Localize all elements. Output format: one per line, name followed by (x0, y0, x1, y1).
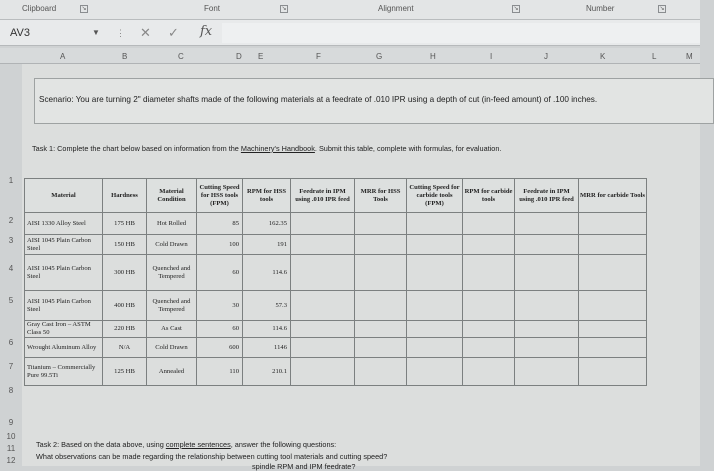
condition-cell[interactable]: Hot Rolled (147, 213, 197, 235)
empty-cell[interactable] (407, 291, 463, 321)
rpm-cell[interactable]: 114.6 (243, 321, 291, 338)
speed-cell[interactable]: 30 (197, 291, 243, 321)
table-row (25, 358, 647, 386)
empty-cell[interactable] (355, 255, 407, 291)
speed-cell[interactable]: 60 (197, 321, 243, 338)
material-cell[interactable]: AISI 1045 Plain Carbon Steel (25, 291, 103, 321)
rpm-cell[interactable]: 57.3 (243, 291, 291, 321)
drag-handle-icon[interactable]: ⋮ (116, 28, 125, 38)
header-material-condition[interactable]: Material Condition (147, 179, 197, 213)
hardness-cell[interactable]: 220 HB (103, 321, 147, 338)
clipboard-group-label: Clipboard (22, 4, 57, 13)
clipboard-launcher-icon[interactable]: ↘ (81, 6, 87, 12)
empty-cell[interactable] (407, 235, 463, 255)
empty-cell[interactable] (515, 321, 579, 338)
worksheet-grid[interactable] (22, 64, 700, 471)
table-row (25, 291, 647, 321)
row-header[interactable]: 11 (6, 444, 16, 453)
machining-data-table (24, 178, 647, 386)
question-2[interactable]: spindle RPM and IPM feedrate? (252, 462, 356, 471)
formula-input[interactable] (222, 23, 700, 43)
empty-cell[interactable] (355, 338, 407, 358)
empty-cell[interactable] (463, 338, 515, 358)
name-box-dropdown-icon[interactable]: ▼ (92, 28, 100, 37)
rpm-cell[interactable]: 114.6 (243, 255, 291, 291)
empty-cell[interactable] (515, 291, 579, 321)
empty-cell[interactable] (355, 213, 407, 235)
empty-cell[interactable] (291, 255, 355, 291)
column-header-bar (0, 48, 700, 64)
scenario-text: Scenario: You are turning 2" diameter shafts made of the following materials at a feedrate of .010 IPR using a depth of cut (in-feed amount) of .100 inches. (39, 95, 598, 104)
column-header[interactable]: G (376, 52, 383, 61)
column-header[interactable]: D (236, 52, 242, 61)
hardness-cell[interactable]: 400 HB (103, 291, 147, 321)
column-header[interactable]: C (178, 52, 184, 61)
hardness-cell[interactable]: 300 HB (103, 255, 147, 291)
task1-text-pre: Task 1: Complete the chart below based on information from the (32, 144, 241, 153)
complete-sentences-link[interactable]: complete sentences (165, 440, 231, 449)
material-cell[interactable]: Titanium – Commercially Pure 99.5Ti (25, 358, 103, 386)
enter-icon[interactable]: ✓ (168, 25, 179, 40)
empty-cell[interactable] (291, 213, 355, 235)
material-cell[interactable]: AISI 1330 Alloy Steel (25, 213, 103, 235)
row-header[interactable]: 9 (8, 418, 14, 427)
header-feedrate-hss[interactable]: Feedrate in IPM using .010 IPR feed (291, 179, 355, 213)
empty-cell[interactable] (463, 255, 515, 291)
speed-cell[interactable]: 110 (197, 358, 243, 386)
header-hardness[interactable]: Hardness (103, 179, 147, 213)
empty-cell[interactable] (407, 321, 463, 338)
font-launcher-icon[interactable]: ↘ (281, 6, 287, 12)
empty-cell[interactable] (291, 358, 355, 386)
row-header[interactable]: 10 (6, 432, 16, 441)
empty-cell[interactable] (579, 213, 647, 235)
column-header[interactable]: A (60, 52, 66, 61)
material-cell[interactable]: AISI 1045 Plain Carbon Steel (25, 255, 103, 291)
empty-cell[interactable] (579, 255, 647, 291)
empty-cell[interactable] (579, 338, 647, 358)
column-header[interactable]: J (544, 52, 548, 61)
number-launcher-icon[interactable]: ↘ (659, 6, 665, 12)
rpm-cell[interactable]: 191 (243, 235, 291, 255)
cancel-icon[interactable]: ✕ (140, 25, 151, 40)
empty-cell[interactable] (515, 358, 579, 386)
empty-cell[interactable] (355, 235, 407, 255)
hardness-cell[interactable]: 125 HB (103, 358, 147, 386)
alignment-group-label: Alignment (378, 4, 414, 13)
column-header[interactable]: E (258, 52, 264, 61)
empty-cell[interactable] (407, 213, 463, 235)
hardness-cell[interactable]: 150 HB (103, 235, 147, 255)
material-cell[interactable]: Gray Cast Iron – ASTM Class 50 (25, 321, 103, 338)
table-row (25, 338, 647, 358)
ribbon-group-bar (0, 0, 700, 20)
column-header[interactable]: I (490, 52, 493, 61)
column-header[interactable]: L (652, 52, 657, 61)
row-header[interactable]: 3 (8, 236, 14, 245)
empty-cell[interactable] (579, 235, 647, 255)
empty-cell[interactable] (515, 235, 579, 255)
empty-cell[interactable] (291, 338, 355, 358)
header-feedrate-carbide[interactable]: Feedrate in IPM using .010 IPR feed (515, 179, 579, 213)
material-cell[interactable]: AISI 1045 Plain Carbon Steel (25, 235, 103, 255)
column-header[interactable]: B (122, 52, 128, 61)
rpm-cell[interactable]: 210.1 (243, 358, 291, 386)
row-header[interactable]: 8 (8, 386, 14, 395)
table-row (25, 213, 647, 235)
empty-cell[interactable] (515, 213, 579, 235)
empty-cell[interactable] (463, 358, 515, 386)
condition-cell[interactable]: Quenched and Tempered (147, 291, 197, 321)
empty-cell[interactable] (515, 338, 579, 358)
empty-cell[interactable] (291, 321, 355, 338)
machinerys-handbook-link[interactable]: Machinery's Handbook (240, 144, 315, 153)
row-header[interactable]: 2 (8, 216, 14, 225)
column-header[interactable]: K (600, 52, 606, 61)
task1-text-post: . Submit this table, complete with formulas, for evaluation. (314, 144, 502, 153)
condition-cell[interactable]: As Cast (147, 321, 197, 338)
header-mrr-hss[interactable]: MRR for HSS Tools (355, 179, 407, 213)
font-group-label: Font (204, 4, 221, 13)
hardness-cell[interactable]: N/A (103, 338, 147, 358)
row-header[interactable]: 12 (6, 456, 16, 465)
table-row (25, 235, 647, 255)
header-cutting-speed-hss[interactable]: Cutting Speed for HSS tools (FPM) (197, 179, 243, 213)
number-group-label: Number (586, 4, 615, 13)
empty-cell[interactable] (463, 235, 515, 255)
condition-cell[interactable]: Cold Drawn (147, 338, 197, 358)
empty-cell[interactable] (463, 291, 515, 321)
empty-cell[interactable] (463, 213, 515, 235)
empty-cell[interactable] (355, 358, 407, 386)
empty-cell[interactable] (515, 255, 579, 291)
table-row (25, 321, 647, 338)
speed-cell[interactable]: 85 (197, 213, 243, 235)
condition-cell[interactable]: Annealed (147, 358, 197, 386)
header-rpm-carbide[interactable]: RPM for carbide tools (463, 179, 515, 213)
empty-cell[interactable] (579, 358, 647, 386)
empty-cell[interactable] (291, 235, 355, 255)
task2-instruction[interactable] (36, 440, 336, 449)
empty-cell[interactable] (579, 291, 647, 321)
speed-cell[interactable]: 100 (197, 235, 243, 255)
empty-cell[interactable] (407, 338, 463, 358)
column-header[interactable]: F (316, 52, 321, 61)
empty-cell[interactable] (463, 321, 515, 338)
table-row (25, 255, 647, 291)
rpm-cell[interactable]: 1146 (243, 338, 291, 358)
header-material[interactable]: Material (25, 179, 103, 213)
header-rpm-hss[interactable]: RPM for HSS tools (243, 179, 291, 213)
column-header[interactable]: H (430, 52, 436, 61)
row-header[interactable]: 6 (8, 338, 14, 347)
task1-instruction[interactable] (32, 144, 501, 153)
task2-text-post: , answer the following questions: (230, 440, 337, 449)
row-header[interactable]: 7 (8, 362, 14, 371)
speed-cell[interactable]: 60 (197, 255, 243, 291)
empty-cell[interactable] (407, 255, 463, 291)
column-header[interactable]: M (686, 52, 693, 61)
insert-function-icon[interactable]: fx (200, 24, 213, 39)
empty-cell[interactable] (579, 321, 647, 338)
task2-text-pre: Task 2: Based on the data above, using (36, 440, 166, 449)
row-header[interactable]: 1 (8, 176, 14, 185)
empty-cell[interactable] (355, 321, 407, 338)
empty-cell[interactable] (407, 358, 463, 386)
speed-cell[interactable]: 600 (197, 338, 243, 358)
hardness-cell[interactable]: 175 HB (103, 213, 147, 235)
alignment-launcher-icon[interactable]: ↘ (513, 6, 519, 12)
empty-cell[interactable] (291, 291, 355, 321)
question-1[interactable]: What observations can be made regarding the relationship between cutting tool materials and cutting speed? (36, 452, 388, 461)
material-cell[interactable]: Wrought Aluminum Alloy (25, 338, 103, 358)
scenario-box[interactable] (34, 78, 714, 124)
rpm-cell[interactable]: 162.35 (243, 213, 291, 235)
formula-bar (0, 20, 700, 46)
row-header[interactable]: 4 (8, 264, 14, 273)
condition-cell[interactable]: Quenched and Tempered (147, 255, 197, 291)
row-header[interactable]: 5 (8, 296, 14, 305)
name-box[interactable]: AV3 (10, 27, 30, 39)
empty-cell[interactable] (355, 291, 407, 321)
condition-cell[interactable]: Cold Drawn (147, 235, 197, 255)
header-cutting-speed-carbide[interactable]: Cutting Speed for carbide tools (FPM) (407, 179, 463, 213)
header-mrr-carbide[interactable]: MRR for carbide Tools (579, 179, 647, 213)
